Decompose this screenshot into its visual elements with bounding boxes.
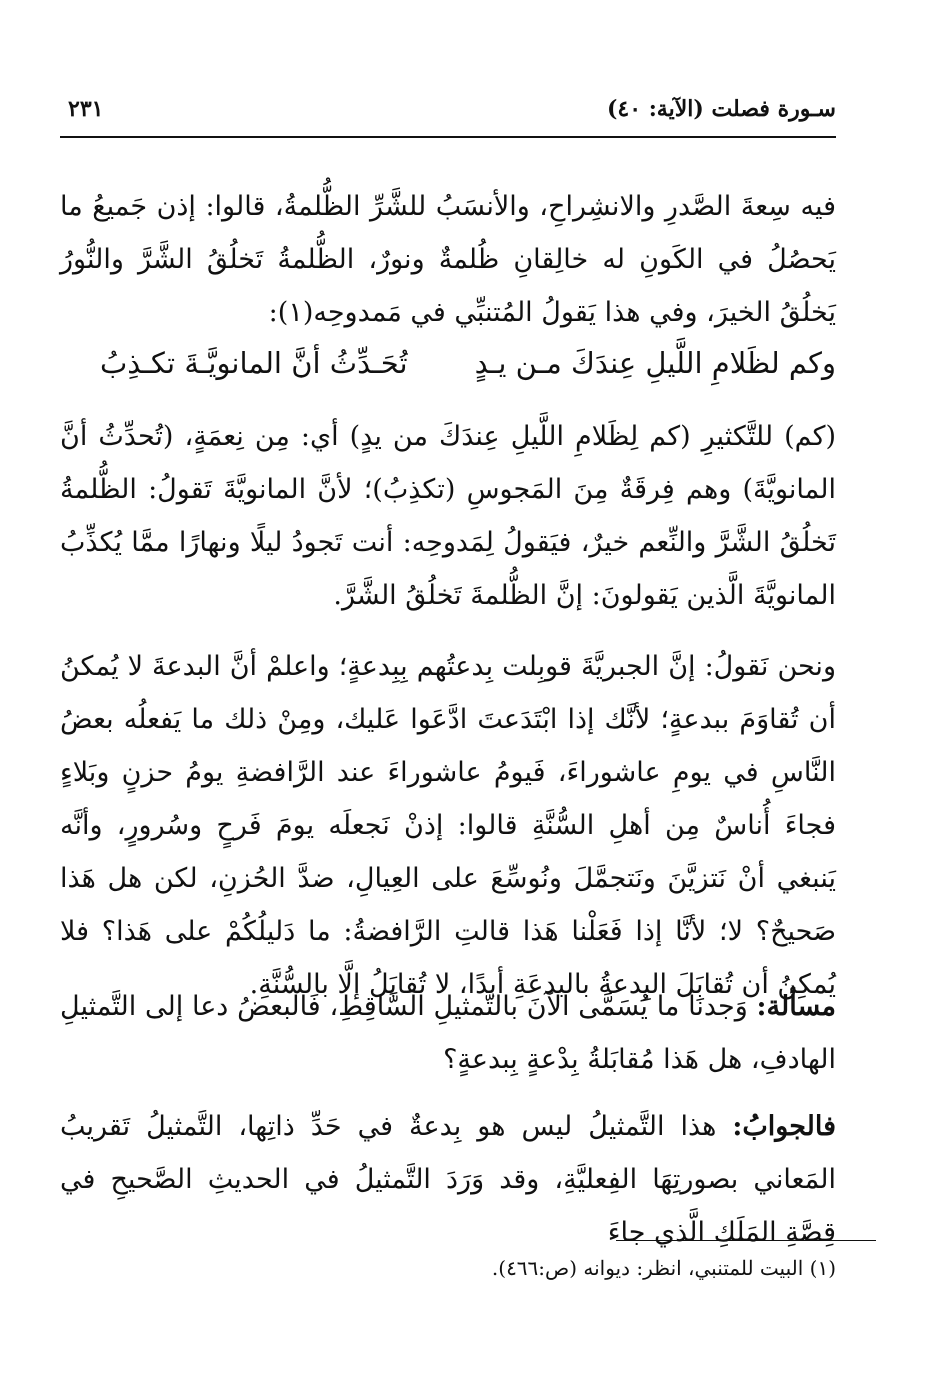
paragraph-question [60,980,836,1090]
verse-second-hemistich: تُحَـدِّثُ أنَّ المانويَّـةَ تكـذِبُ [100,346,408,380]
question-label: مسألة: [756,991,836,1022]
answer-label: فالجوابُ: [732,1111,836,1142]
paragraph-answer [60,1100,836,1248]
header-divider [60,136,836,138]
answer-text: هذا التَّمثيلُ ليس هو بِدعةٌ في حَدِّ ذاتِها، التَّمثيلُ تَقريبُ المَعاني بصورتِهَا الفِعليَّةِ، وقد وَرَدَ التَّمثيلُ في الحديثِ الصَّحيحِ في قِصَّةِ المَلَكِ الَّذي جاءَ [60,1111,836,1248]
poetry-verse [60,340,836,400]
page-header [60,96,836,136]
footnote: (١) البيت للمتنبي، انظر: ديوانه (ص:٤٦٦). [491,1256,836,1280]
paragraph-3: ونحن نَقولُ: إنَّ الجبريَّةَ قوبِلت بِدعتُهم بِبِدعةٍ؛ واعلمْ أنَّ البدعةَ لا يُمكنُ أن تُقاوَمَ ببدعةٍ؛ لأنَّك إذا ابْتَدَعتَ ادَّعَوا عَليك، ومِنْ ذلك ما يَفعلُه بعضُ النَّاسِ في يومِ عاشوراءَ، فَيومُ عاشوراءَ عند الرَّافضةِ يومُ حزنٍ وبَلاءٍ فجاءَ أُناسٌ مِن أهلِ السُّنَّةِ قالوا: إذنْ نَجعلَه يومَ فَرحٍ وسُرورٍ، وأنَّه يَنبغي أنْ نَتزيَّنَ ونَتجمَّلَ ونُوسِّعَ على العِيالِ، ضدَّ الحُزنِ، لكن هل هَذا صَحيحٌ؟ لا؛ لأنَّا إذا فَعَلْنا هَذا قالتِ الرَّافضةُ: ما دَليلُكُمْ على هَذا؟ فلا يُمكِنُ أن تُقابَلَ البِدعةُ بالبدعَةِ أبدًا، لا تُقابَلُ إلَّا بالسُّنَّةِ. [60,651,836,1000]
question-text: وَجدنَا ما يُسَمَّى الآنَ بالتَّمثيلِ السَّاقِطِ، فَالبعضُ دعا إلى التَّمثيلِ الهادفِ، هل هَذا مُقابَلةُ بِدْعةٍ بِبدعةٍ؟ [60,991,836,1075]
paragraph-1: فيه سِعةَ الصَّدرِ والانشِراحِ، والأنسَبُ للشَّرِّ الظُّلمةُ، قالوا: إذن جَميعُ ما يَحصُلُ في الكَونِ له خالِقانِ ظُلمةٌ ونورٌ، الظُّلمةُ تَخلُقُ الشَّرَّ والنُّورُ يَخلُقُ الخيرَ، وفي هذا يَقولُ المُتنبِّي في مَمدوحِه(١): [60,191,836,328]
footnote-divider [616,1240,876,1241]
paragraph-2: (كم) للتَّكثيرِ (كم لِظَلامِ اللَّيلِ عِندَكَ من يدٍ) أي: مِن نِعمَةٍ، (تُحدِّثُ أنَّ المانويَّةَ) وهم فِرقَةٌ مِنَ المَجوسِ (تكذِبُ)؛ لأنَّ المانويَّةَ تَقولُ: الظُّلمةُ تَخلُقُ الشَّرَّ والنِّعم خيرٌ، فيَقولُ لِمَدوحِه: أنت تَجودُ ليلًا ونهارًا ممَّا يُكذِّبُ المانويَّةَ الَّذين يَقولونَ: إنَّ الظُّلمةَ تَخلُقُ الشَّرَّ. [60,421,836,611]
page-number: ٢٣١ [68,96,104,122]
running-title: سـورة فصلت (الآية: ٤٠) [606,96,836,122]
verse-first-hemistich: وكم لظَلامِ اللَّيلِ عِندَكَ مـن يـدٍ [474,346,836,380]
